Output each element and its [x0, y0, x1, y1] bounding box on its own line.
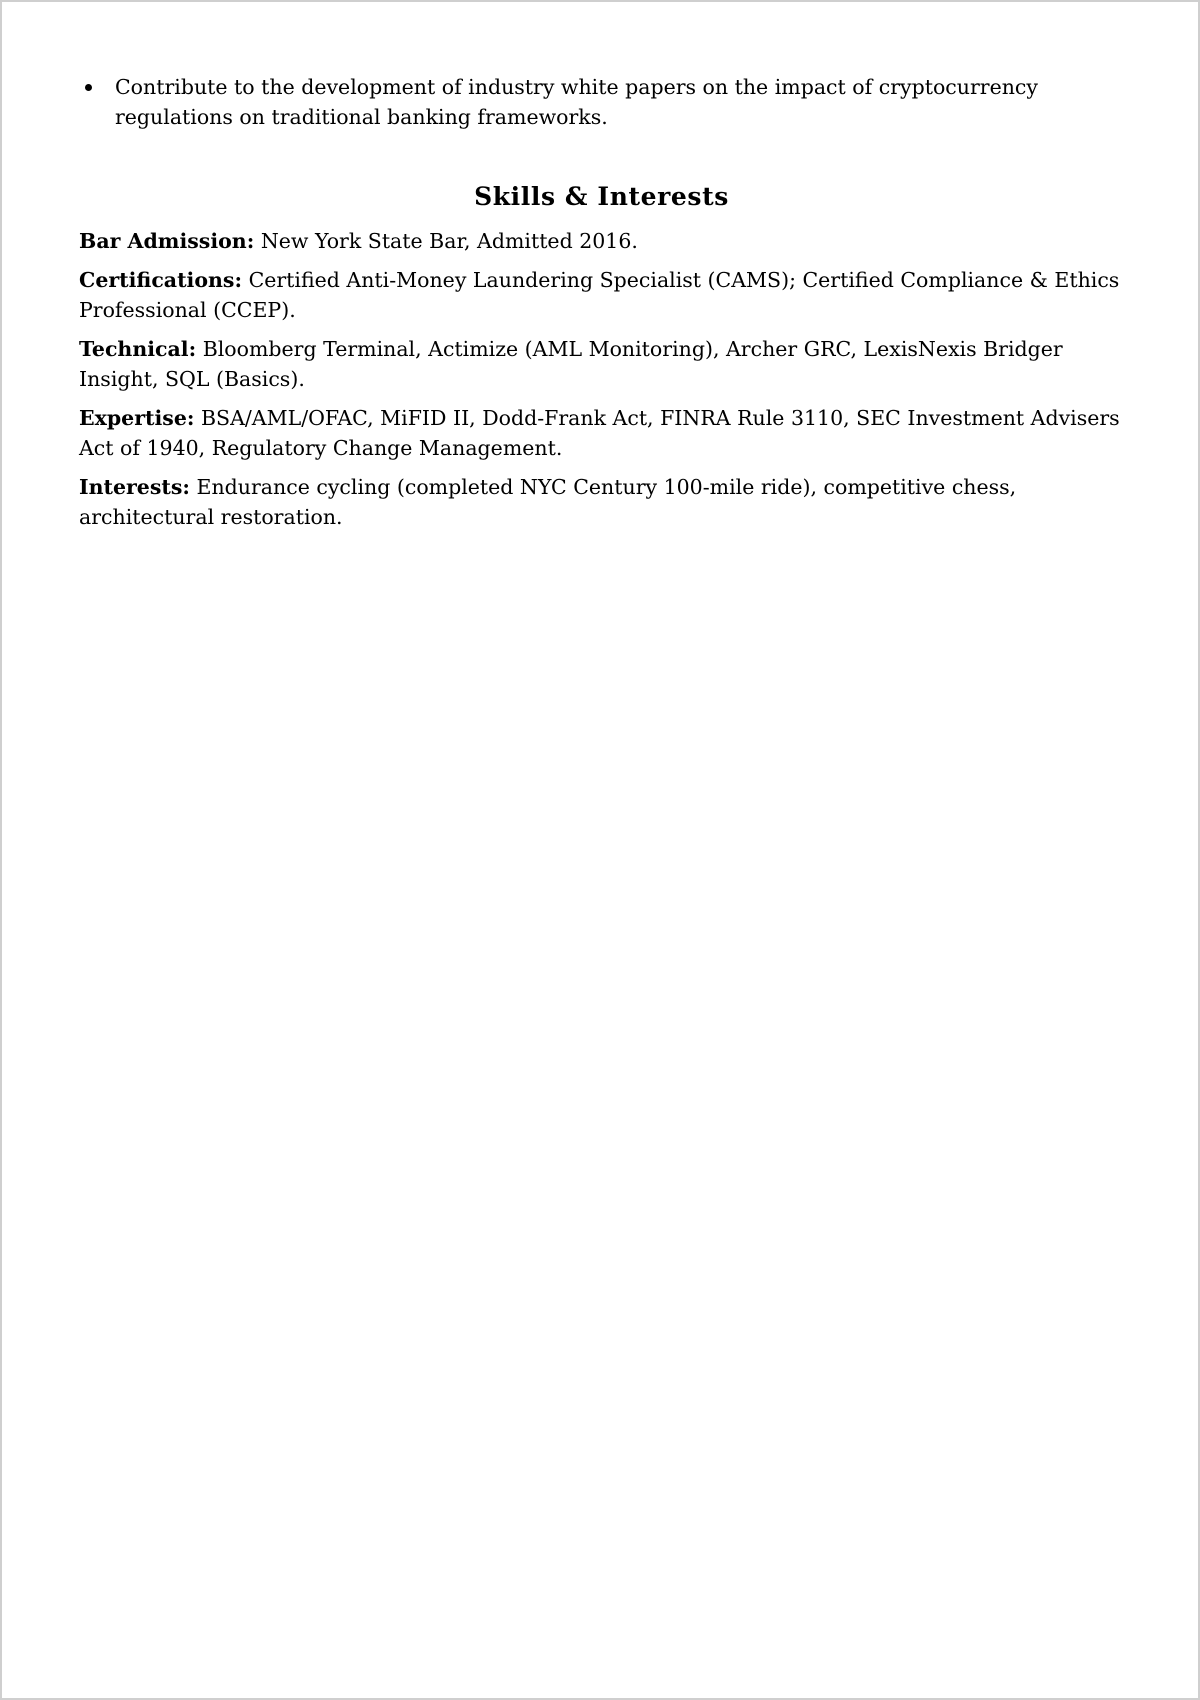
skill-label: Technical: — [79, 337, 197, 361]
skill-value: BSA/AML/OFAC, MiFID II, Dodd-Frank Act, FINRA Rule 3110, SEC Investment Advisers Act of 1940, Regulatory Change Management. — [79, 406, 1120, 460]
skill-value: Certified Anti-Money Laundering Specialist (CAMS); Certified Compliance & Ethics Professional (CCEP). — [79, 268, 1120, 322]
skill-value: Endurance cycling (completed NYC Century 100-mile ride), competitive chess, architectural restoration. — [79, 475, 1017, 529]
bullet-icon — [85, 84, 92, 91]
skill-row-certifications — [79, 265, 1124, 325]
skill-label: Certifications: — [79, 268, 243, 292]
skill-label: Bar Admission: — [79, 229, 255, 253]
skill-row-interests — [79, 472, 1124, 532]
skill-row-expertise — [79, 403, 1124, 463]
skill-value: New York State Bar, Admitted 2016. — [260, 229, 638, 253]
page-content — [79, 72, 1124, 541]
skill-row-bar-admission — [79, 226, 1124, 256]
skill-row-technical — [79, 334, 1124, 394]
bullet-list — [79, 72, 1124, 132]
list-item — [79, 72, 1124, 132]
skill-value: Bloomberg Terminal, Actimize (AML Monitoring), Archer GRC, LexisNexis Bridger Insight, SQL (Basics). — [79, 337, 1063, 391]
skill-label: Expertise: — [79, 406, 195, 430]
skill-label: Interests: — [79, 475, 190, 499]
section-heading-skills-interests: Skills & Interests — [474, 182, 729, 211]
bullet-text: Contribute to the development of industry white papers on the impact of cryptocurrency regulations on traditional banking frameworks. — [115, 75, 1038, 129]
